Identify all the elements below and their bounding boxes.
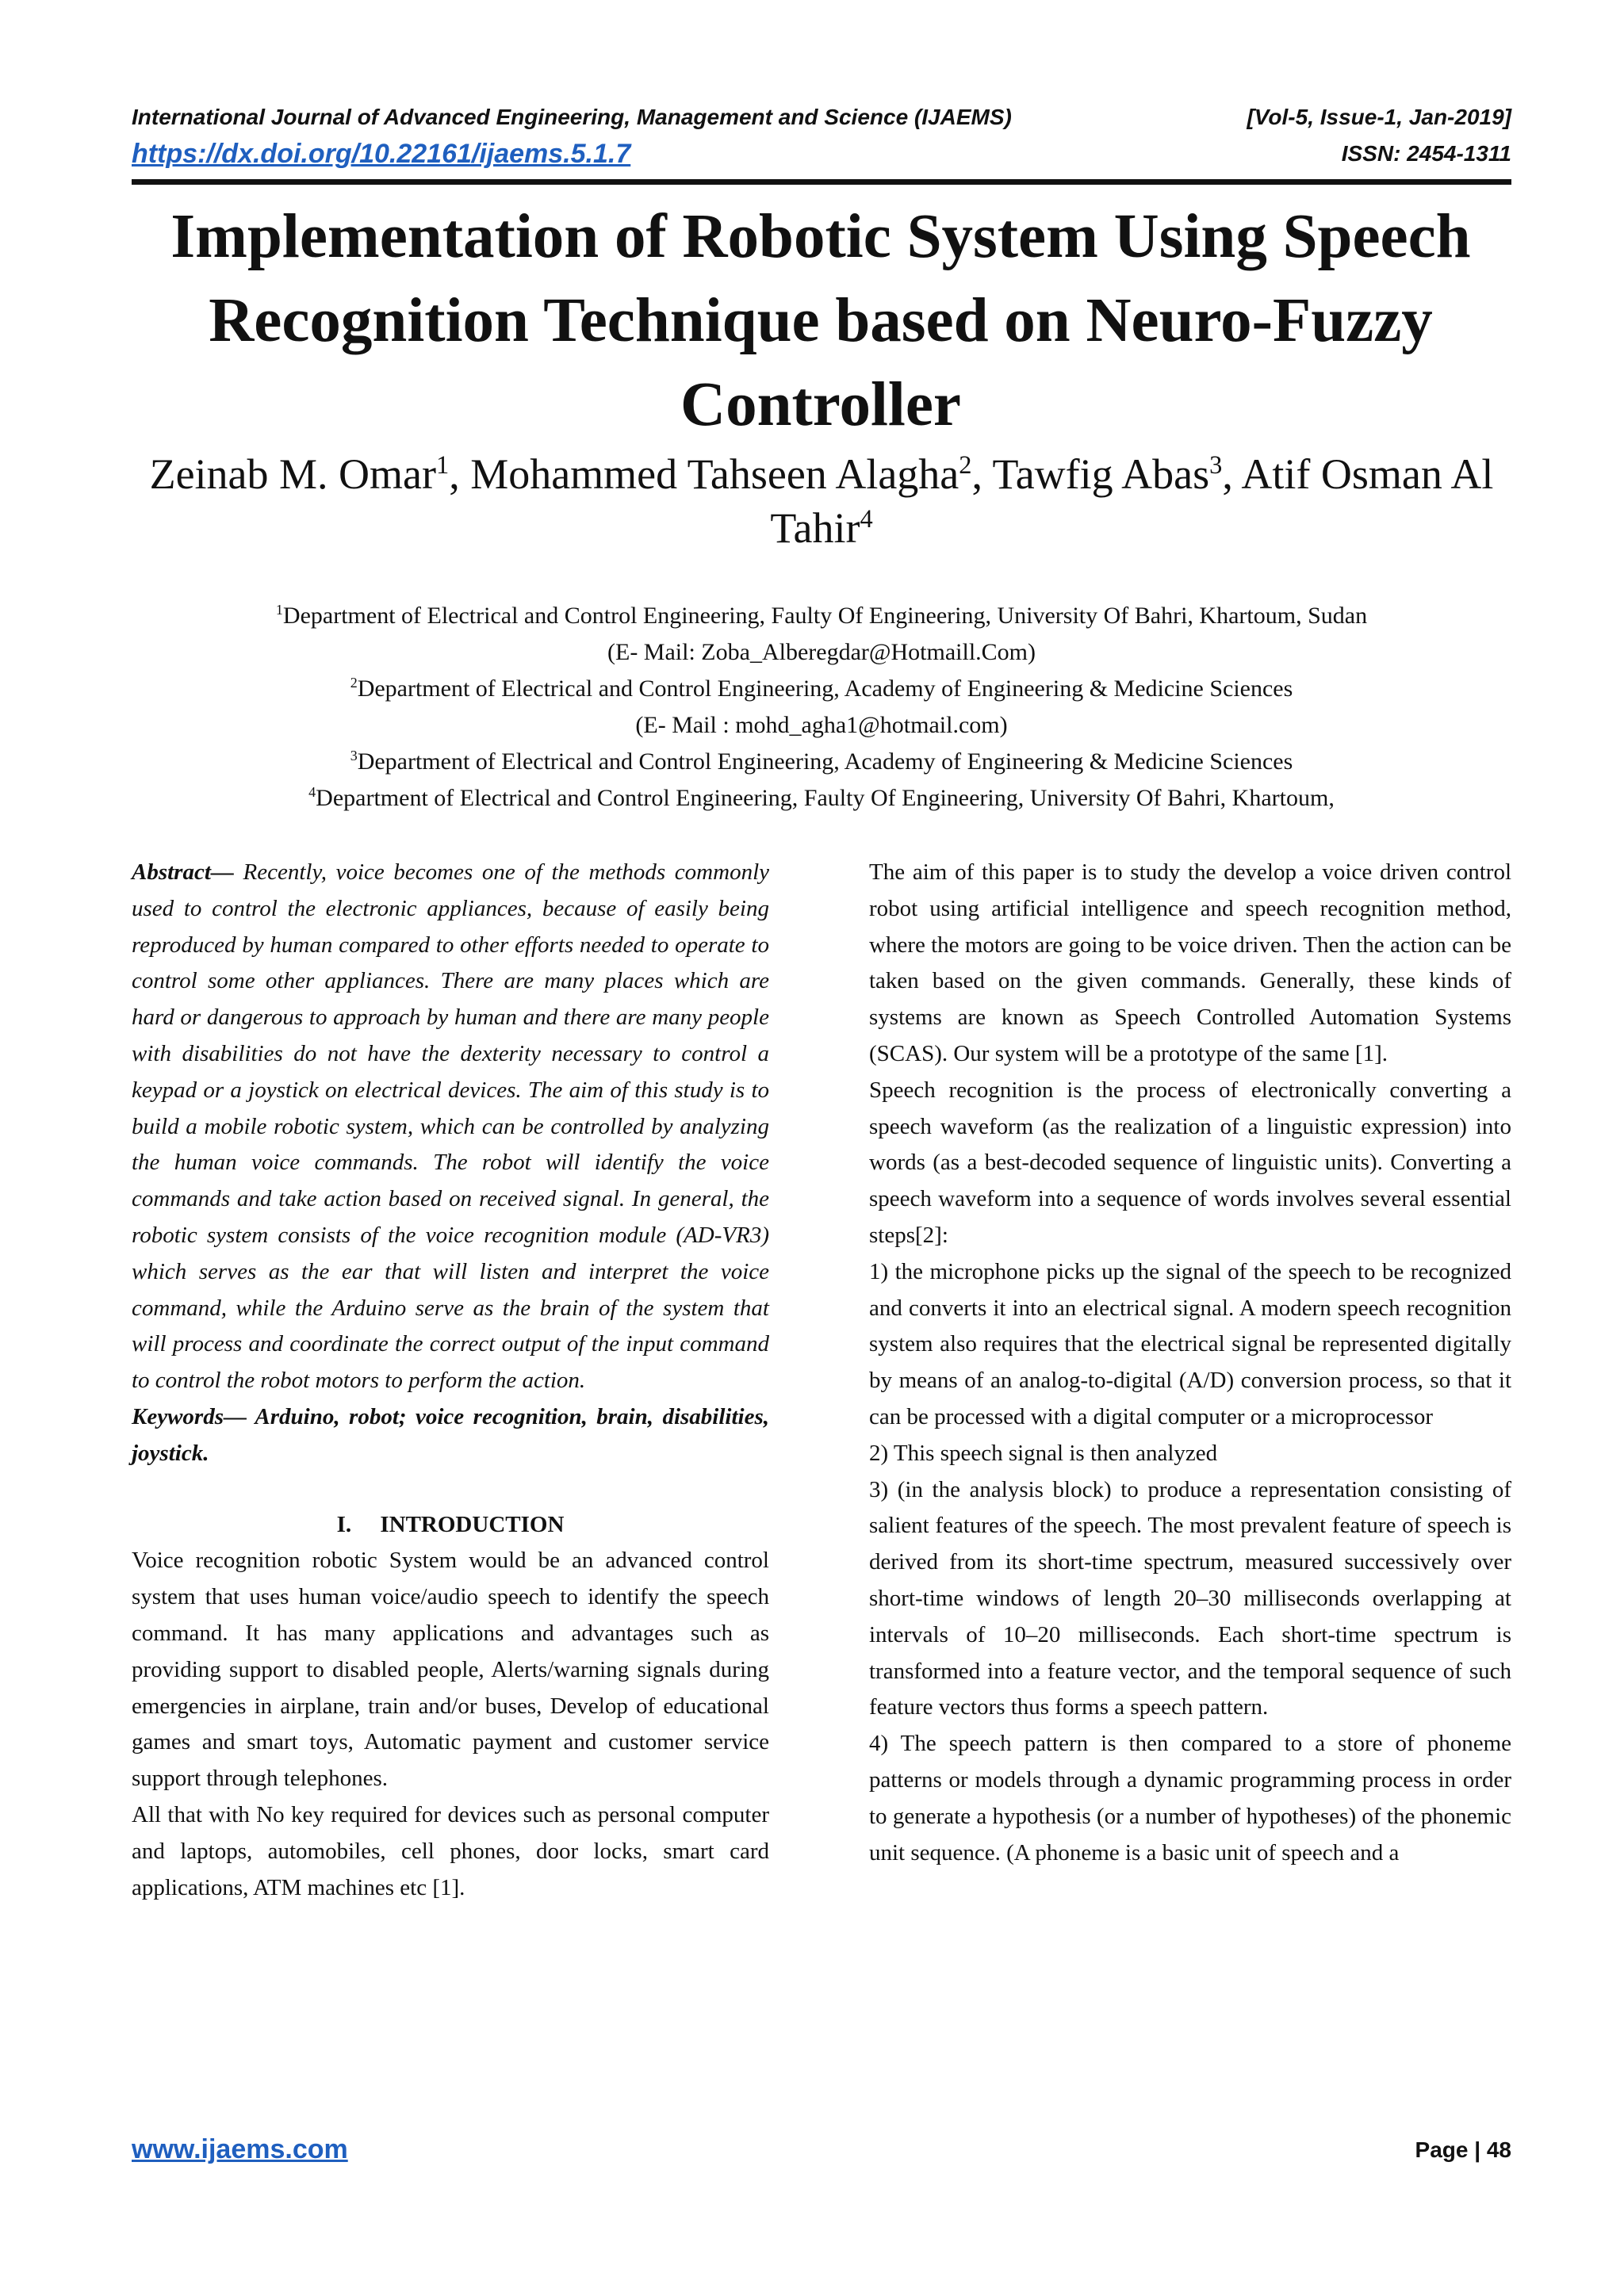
header-rule (132, 179, 1511, 185)
introduction-paragraph: All that with No key required for devices such as personal computer and laptops, automobiles, cell phones, door locks, smart card applications, ATM machines etc [1]. (132, 1801, 769, 1900)
page-number: Page | 48 (1415, 2137, 1511, 2162)
affiliation: $^3$Department of Electrical and Control Engineering, Academy of Engineering & Medicine Sciences (350, 748, 1293, 775)
paper-title: Implementation of Robotic System Using Speech Recognition Technique based on Neuro-Fuzzy Controller (170, 202, 1471, 439)
body-paragraph: 1) the microphone picks up the signal of the speech to be recognized and converts it into an electrical signal. A modern speech recognition system also requires that the electrical signal be represented digitally by means of an analog-to-digital (A/D) conversion process, so that it can be processed with a digital computer or a microprocessor (869, 1258, 1511, 1429)
left-column (132, 855, 769, 1906)
body-paragraph: 2) This speech signal is then analyzed (869, 1440, 1218, 1466)
page-footer (132, 2134, 1511, 2165)
affiliation-email: (E- Mail: Zoba_Alberegdar@Hotmaill.Com) (607, 639, 1036, 665)
abstract-label: Abstract— (132, 859, 234, 885)
body-paragraph: 3) (in the analysis block) to produce a representation consisting of salient features of the speech. The most prevalent feature of speech is derived from its short-time spectrum, measured successively over short-time windows of length 20–30 milliseconds overlapping at intervals of 10–20 milliseconds. Each short-time spectrum is transformed into a feature vector, and the temporal sequence of such feature vectors thus forms a speech pattern. (869, 1476, 1511, 1720)
keywords: Keywords— Arduino, robot; voice recognition, brain, disabilities, joystick. (132, 1403, 769, 1466)
journal-name: International Journal of Advanced Engineering, Management and Science (IJAEMS) (132, 105, 1012, 129)
author: Tawfig Abas$^3$, (992, 450, 1242, 498)
author: Zeinab M. Omar$^1$, (149, 450, 471, 498)
journal-header (132, 101, 1511, 133)
author: Atif Osman Al Tahir$^4$ (770, 450, 1494, 552)
section-heading-introduction: I. INTRODUCTION (336, 1511, 565, 1537)
abstract-text: Recently, voice becomes one of the methods commonly used to control the electronic appliances, because of easily being reproduced by human compared to other efforts needed to operate to control some other appliances. There are many places which are hard or dangerous to approach by human and there are many people with disabilities do not have the dexterity necessary to control a keypad or a joystick on electrical devices. The aim of this study is to build a mobile robotic system, which can be controlled by analyzing the human voice commands. The robot will identify the voice commands and take action based on received signal. In general, the robotic system consists of the voice recognition module (AD-VR3) which serves as the ear that will listen and interpret the voice command, while the Arduino serve as the brain of the system that will process and coordinate the correct output of the input command to control the robot motors to perform the action. (132, 859, 769, 1394)
affiliation: $^2$Department of Electrical and Control Engineering, Academy of Engineering & Medicine Sciences (350, 675, 1293, 702)
issn: ISSN: 2454-1311 (1341, 141, 1511, 166)
abstract (132, 855, 769, 1399)
doi-row (132, 136, 1511, 171)
website-link[interactable]: www.ijaems.com (132, 2134, 348, 2164)
volume-info: [Vol-5, Issue-1, Jan-2019] (1247, 105, 1511, 129)
body-paragraph: Speech recognition is the process of electronically converting a speech waveform (as the realization of a linguistic expression) into words (as a best-decoded sequence of linguistic units). Converting a speech waveform into a sequence of words involves several essential steps[2]: (869, 1077, 1511, 1248)
affiliation-email: (E- Mail : mohd_agha1@hotmail.com) (635, 712, 1008, 738)
body-paragraph: The aim of this paper is to study the develop a voice driven control robot using artificial intelligence and speech recognition method, where the motors are going to be voice driven. Then the action can be taken based on the given commands. Generally, these kinds of systems are known as Speech Controlled Automation Systems (SCAS). Our system will be a prototype of the same [1]. (869, 859, 1511, 1066)
affiliations (132, 598, 1511, 817)
right-column (869, 855, 1511, 1871)
body-paragraph: 4) The speech pattern is then compared to a store of phoneme patterns or models through a dynamic programming process in order to generate a hypothesis (or a number of hypotheses) of the phonemic unit sequence. (A phoneme is a basic unit of speech and a (869, 1731, 1511, 1866)
affiliation: $^1$Department of Electrical and Control Engineering, Faulty Of Engineering, University Of Bahri, Khartoum, Sudan (275, 602, 1368, 629)
affiliation: $^4$Department of Electrical and Control Engineering, Faulty Of Engineering, University Of Bahri, Khartoum, (308, 784, 1335, 811)
introduction-paragraph: Voice recognition robotic System would be an advanced control system that uses human voice/audio speech to identify the speech command. It has many applications and advantages such as providing support to disabled people, Alerts/warning signals during emergencies in airplane, train and/or buses, Develop of educational games and smart toys, Automatic payment and customer service support through telephones. (132, 1548, 769, 1792)
doi-link[interactable]: https://dx.doi.org/10.22161/ijaems.5.1.7 (132, 138, 631, 169)
author-list (132, 447, 1511, 555)
author: Mohammed Tahseen Alagha$^2$, (470, 450, 993, 498)
